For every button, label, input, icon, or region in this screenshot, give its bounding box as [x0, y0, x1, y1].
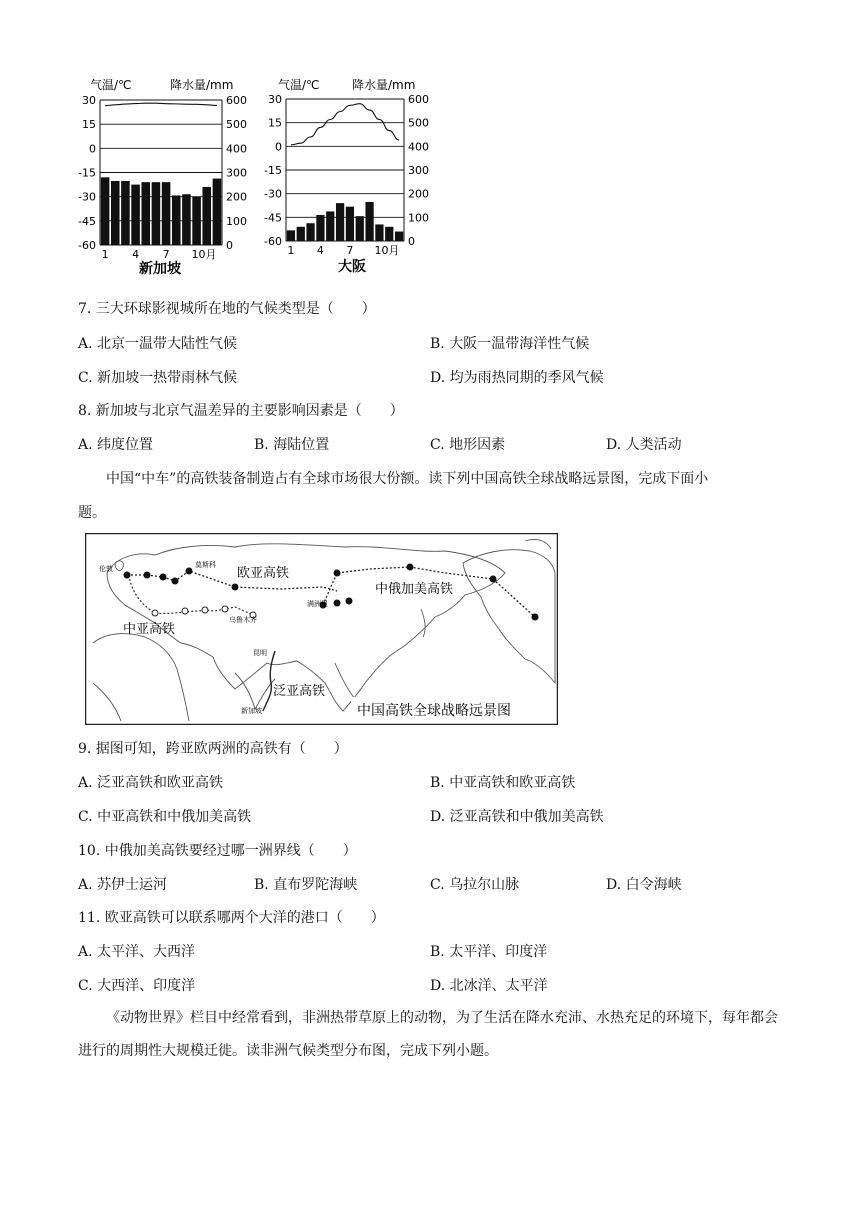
temperature-curve [105, 103, 217, 105]
month-tick-label: 10月 [191, 248, 217, 261]
precip-bar [131, 185, 140, 245]
precip-bar [121, 181, 130, 245]
precip-tick-label: 0 [226, 239, 233, 252]
temp-tick-label: -30 [78, 190, 96, 204]
city-urumqi: 乌鲁木齐 [229, 616, 257, 624]
precip-tick-label: 500 [226, 118, 247, 132]
precip-bar [375, 224, 383, 241]
label-pan-asia-rail: 泛亚高铁 [273, 684, 326, 699]
month-tick-label: 1 [101, 248, 109, 261]
precip-bar [395, 232, 403, 241]
precip-bar [141, 182, 150, 245]
temperature-curve [291, 104, 399, 145]
q7-option-a[interactable]: A. 北京一温带大陆性气候 [78, 336, 238, 352]
chart-city-name: 新加坡 [139, 261, 181, 277]
precip-tick-label: 600 [226, 94, 247, 107]
intro-paragraph-1-cont: 题。 [78, 505, 106, 521]
q9-option-d[interactable]: D. 泛亚高铁和中俄加美高铁 [430, 809, 604, 825]
city-london: 伦敦 [99, 565, 113, 573]
chart-city-name: 大阪 [338, 259, 366, 275]
city-moscow: 莫斯科 [195, 561, 216, 569]
precip-bar [346, 207, 354, 241]
q8-option-a[interactable]: A. 纬度位置 [78, 437, 154, 453]
month-tick-label: 7 [162, 248, 170, 261]
temp-axis-label: 气温/℃ [278, 78, 320, 92]
precip-tick-label: 200 [408, 187, 429, 201]
precip-bar [365, 202, 373, 241]
question-9-stem: 9. 据图可知，跨亚欧两洲的高铁有（ ） [78, 741, 348, 757]
precip-bar [152, 182, 161, 245]
precip-bar [297, 227, 305, 241]
question-10-stem: 10. 中俄加美高铁要经过哪一洲界线（ ） [78, 843, 357, 859]
temp-tick-label: -15 [78, 166, 96, 180]
label-china-russia-canada-us-rail: 中俄加美高铁 [375, 582, 454, 597]
intro-paragraph-1: 中国“中车”的高铁装备制造占有全球市场很大份额。读下列中国高铁全球战略远景图，完成下面小 [106, 471, 709, 487]
rail-strategy-map [85, 533, 558, 725]
temp-tick-label: -45 [78, 214, 96, 228]
month-tick-label: 4 [316, 244, 324, 257]
temp-tick-label: -60 [264, 235, 282, 248]
precip-bar [101, 177, 110, 245]
precip-tick-label: 600 [408, 93, 429, 106]
q7-option-c[interactable]: C. 新加坡一热带雨林气候 [78, 370, 238, 386]
label-central-asia-rail: 中亚高铁 [123, 622, 176, 637]
precip-bar [162, 182, 171, 245]
temp-tick-label: 15 [268, 116, 282, 130]
q7-option-d[interactable]: D. 均为雨热同期的季风气候 [430, 370, 604, 386]
month-tick-label: 1 [287, 244, 295, 257]
temp-tick-label: -15 [264, 164, 282, 177]
precip-bar [336, 203, 344, 241]
q10-option-b[interactable]: B. 直布罗陀海峡 [254, 877, 358, 893]
intro-paragraph-2: 《动物世界》栏目中经常看到，非洲热带草原上的动物，为了生活在降水充沛、水热充足的环境下，每年都会进行的周期性大规模迁徙。读非洲气候类型分布图，完成下列小题。 [78, 1010, 778, 1059]
climate-charts [78, 72, 438, 282]
q11-option-d[interactable]: D. 北冰洋、太平洋 [430, 978, 548, 994]
precip-axis-label: 降水量/mm [170, 78, 234, 92]
precip-bar [356, 216, 364, 241]
city-manzhouli: 满洲里 [307, 600, 328, 608]
q8-option-d[interactable]: D. 人类活动 [606, 437, 682, 453]
city-singapore: 新加坡 [241, 707, 262, 715]
q9-option-c[interactable]: C. 中亚高铁和中俄加美高铁 [78, 809, 252, 825]
precip-tick-label: 100 [226, 214, 247, 228]
month-tick-label: 7 [346, 244, 354, 257]
precip-bar [326, 211, 334, 241]
precip-tick-label: 400 [408, 140, 429, 154]
temp-tick-label: 0 [89, 142, 96, 156]
precip-tick-label: 300 [408, 164, 429, 177]
precip-bar [287, 230, 295, 241]
city-kunming: 昆明 [253, 649, 267, 657]
q8-option-c[interactable]: C. 地形因素 [430, 437, 506, 453]
precip-bar [192, 197, 201, 245]
precip-tick-label: 100 [408, 211, 429, 225]
precip-bar [213, 179, 222, 245]
temp-tick-label: 30 [268, 93, 282, 106]
q11-option-a[interactable]: A. 太平洋、大西洋 [78, 944, 196, 960]
q7-option-b[interactable]: B. 大阪一温带海洋性气候 [430, 336, 590, 352]
precip-tick-label: 300 [226, 166, 247, 180]
label-euro-asia-rail: 欧亚高铁 [237, 566, 290, 581]
precip-bar [202, 187, 211, 245]
temp-tick-label: -45 [264, 211, 282, 225]
q10-option-d[interactable]: D. 白令海峡 [606, 877, 682, 893]
q10-option-c[interactable]: C. 乌拉尔山脉 [430, 877, 520, 893]
question-8-stem: 8. 新加坡与北京气温差异的主要影响因素是（ ） [78, 403, 404, 419]
temp-tick-label: 15 [82, 118, 96, 132]
q9-option-b[interactable]: B. 中亚高铁和欧亚高铁 [430, 775, 576, 791]
precip-tick-label: 200 [226, 190, 247, 204]
q10-option-a[interactable]: A. 苏伊士运河 [78, 877, 168, 893]
temp-tick-label: -30 [264, 187, 282, 201]
question-7-stem: 7. 三大环球影视城所在地的气候类型是（ ） [78, 301, 376, 317]
question-11-stem: 11. 欧亚高铁可以联系哪两个大洋的港口（ ） [78, 910, 385, 926]
precip-bar [316, 215, 324, 241]
temp-axis-label: 气温/℃ [90, 78, 132, 92]
q9-option-a[interactable]: A. 泛亚高铁和欧亚高铁 [78, 775, 224, 791]
precip-tick-label: 0 [408, 235, 415, 248]
temp-tick-label: 30 [82, 94, 96, 107]
precip-tick-label: 500 [408, 116, 429, 130]
singapore-climate-chart [78, 77, 247, 277]
osaka-climate-chart [264, 77, 429, 275]
q11-option-b[interactable]: B. 太平洋、印度洋 [430, 944, 548, 960]
temp-tick-label: -60 [78, 239, 96, 252]
temp-tick-label: 0 [275, 140, 282, 154]
month-tick-label: 10月 [374, 244, 400, 257]
precip-bar [306, 223, 314, 241]
precip-bar [172, 195, 181, 245]
map-title: 中国高铁全球战略远景图 [357, 703, 511, 719]
q8-option-b[interactable]: B. 海陆位置 [254, 437, 330, 453]
precip-axis-label: 降水量/mm [352, 78, 416, 92]
q11-option-c[interactable]: C. 大西洋、印度洋 [78, 978, 196, 994]
month-tick-label: 4 [132, 248, 140, 261]
precip-bar [111, 181, 120, 245]
precip-bar [385, 227, 393, 241]
precip-tick-label: 400 [226, 142, 247, 156]
precip-bar [182, 194, 191, 245]
